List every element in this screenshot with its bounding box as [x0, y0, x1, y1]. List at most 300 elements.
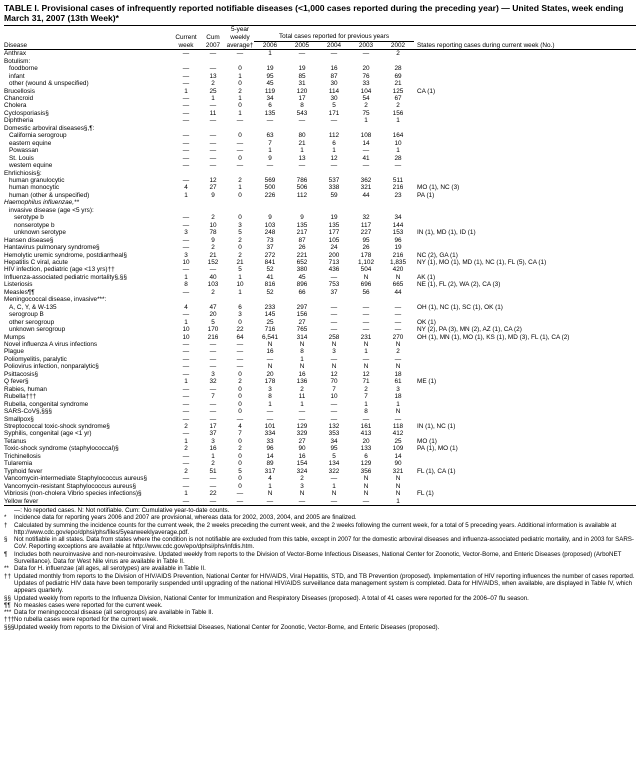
states-cell: NY (2), PA (3), MN (2), AZ (1), CA (2)	[417, 326, 522, 334]
cum-cell: —	[209, 117, 217, 125]
cum-cell: —	[209, 65, 217, 73]
states-cell: OH (1), MN (1), MO (1), KS (1), MD (3), FL (1), CA (2)	[417, 333, 570, 341]
disease-name-cell: serotype b	[14, 214, 44, 222]
avg-cell: 1	[238, 273, 242, 281]
year-2005-cell: 31	[298, 80, 306, 88]
year-2005-cell: 2	[300, 475, 304, 483]
states-cell	[414, 430, 636, 437]
year-2002-cell: 2	[396, 348, 400, 356]
year-2006-cell	[254, 125, 286, 132]
avg-cell: 2	[238, 251, 242, 259]
avg-cell: —	[236, 139, 244, 147]
year-2002-cell: 25	[394, 437, 402, 445]
year-2006-cell: 1	[268, 482, 272, 490]
year-2002-cell	[382, 199, 414, 206]
year-2006-cell: 101	[264, 422, 276, 430]
year-2002-cell: 270	[392, 333, 404, 341]
table-row	[4, 177, 636, 184]
avg-cell: 21	[236, 259, 244, 266]
disease-name-cell: human monocytic	[9, 184, 60, 192]
current-week-cell	[172, 296, 200, 303]
year-2005-cell: 380	[296, 266, 308, 274]
year-2002-cell: —	[394, 355, 402, 363]
states-cell	[414, 199, 636, 206]
current-week-cell: 2	[184, 445, 188, 453]
year-2004-cell: 713	[328, 259, 340, 266]
footnote-text: Includes both neuroinvasive and non-neuroinvasive. Updated weekly from reports to the Division of Vector-Borne Infectious Diseases, National Center for Zoonotic, Vector-Borne, and Enteric Diseases (proposed) (ArboNET Surveillance). Data for West Nile virus are available in Table II.	[14, 550, 622, 566]
year-2002-cell: 153	[392, 229, 404, 237]
table-row	[4, 147, 636, 154]
year-2003-cell: 95	[362, 236, 370, 244]
avg-header-3: average†	[226, 41, 254, 49]
table-row	[4, 460, 636, 467]
cum-cell: 10	[209, 221, 217, 229]
year-2002-cell: 412	[392, 430, 404, 438]
table-row	[4, 184, 636, 191]
current-week-cell: —	[182, 475, 190, 483]
year-2004-cell: 34	[330, 437, 338, 445]
current-week-cell: —	[182, 236, 190, 244]
year-2005-cell: 13	[298, 154, 306, 162]
disease-name-cell: Syphilis, congenital (age <1 yr)	[4, 430, 92, 438]
year-2005-cell: 87	[298, 236, 306, 244]
year-2006-cell: 569	[264, 177, 276, 185]
states-cell	[414, 155, 636, 162]
year-2002-cell: N	[395, 363, 401, 371]
current-week-cell	[172, 125, 200, 132]
year-2003-cell: 227	[360, 229, 372, 237]
year-2002-cell	[382, 125, 414, 132]
cum-cell: 17	[209, 422, 217, 430]
states-cell	[414, 453, 636, 460]
current-week-cell: 1	[184, 273, 188, 281]
year-2004-cell: 95	[330, 445, 338, 453]
year-2006-cell: 841	[264, 259, 276, 266]
cum-cell: 2	[211, 288, 215, 296]
current-week-cell: —	[182, 72, 190, 80]
year-2002-cell: 44	[394, 288, 402, 296]
table-row	[4, 490, 636, 497]
year-2005-cell: 9	[300, 214, 304, 222]
footnote-text: No rubella cases were reported for the current week.	[14, 616, 159, 624]
current-week-cell: 1	[184, 437, 188, 445]
states-cell	[414, 266, 636, 273]
avg-cell: 0	[238, 318, 242, 326]
cum-cell	[200, 125, 226, 132]
cum-cell: —	[209, 139, 217, 147]
current-week-cell	[172, 199, 200, 206]
year-2006-cell: 1	[268, 400, 272, 408]
year-2004-cell: 114	[328, 87, 340, 95]
footnote-text: Data for H. influenzae (all ages, all serotypes) are available in Table II.	[14, 565, 206, 573]
year-2002-cell: —	[394, 415, 402, 423]
current-week-cell: —	[182, 393, 190, 401]
table-row	[4, 222, 636, 229]
year-2005-cell: 297	[296, 303, 308, 311]
year-2005-cell: 506	[296, 184, 308, 192]
year-2005-cell: 80	[298, 132, 306, 140]
avg-cell: 0	[238, 191, 242, 199]
footnote-text: No measles cases were reported for the current week.	[14, 601, 163, 609]
table-row	[4, 430, 636, 437]
year-2003-cell: 117	[360, 221, 372, 229]
year-2003-cell	[350, 58, 382, 65]
year-2002-cell: 90	[394, 460, 402, 468]
year-2006-cell: 8	[268, 393, 272, 401]
year-2006-cell: 73	[266, 236, 274, 244]
year-2006-cell	[254, 199, 286, 206]
year-2003-cell: N	[363, 482, 369, 490]
states-cell	[414, 393, 636, 400]
year-2003-cell: 133	[360, 445, 372, 453]
year-2005-cell: 27	[298, 318, 306, 326]
states-cell	[414, 73, 636, 80]
current-week-cell: 10	[182, 259, 190, 266]
states-cell: ME (1)	[417, 378, 437, 386]
year-2003-cell: —	[362, 311, 370, 319]
year-2002-cell: 125	[392, 87, 404, 95]
cum-cell: 47	[209, 303, 217, 311]
footnote-text: Updated monthly from reports to the Division of HIV/AIDS Prevention, National Center for HIV/AIDS, Viral Hepatitis, STD, and TB Prevention (proposed). Implementation of HIV reporting influences the number of cases reported. Updates of pediatric HIV data have been temporarily suspended until upgrading of the national HIV/AIDS surveillance data management system is completed. Data for HIV/AIDS, when available, are displayed in Table IV, which appears quarterly.	[14, 572, 635, 595]
disease-name-cell: Hantavirus pulmonary syndrome§	[4, 244, 100, 252]
year-2006-cell: N	[267, 363, 273, 371]
year-2004-cell: 12	[330, 370, 338, 378]
disease-name-cell: Vancomycin-intermediate Staphylococcus aureus§	[4, 475, 148, 483]
year-2006-cell: —	[254, 498, 286, 506]
year-2004-cell: 30	[330, 95, 338, 103]
disease-name-cell: Rubella†††	[4, 393, 37, 401]
table-row	[4, 498, 636, 506]
year-2002-header: 2002	[390, 41, 406, 49]
footnote-symbol: *	[4, 514, 7, 522]
avg-cell: 0	[238, 385, 242, 393]
year-2002-cell: 1	[396, 400, 400, 408]
year-2003-cell: 413	[360, 430, 372, 438]
cum-cell: 20	[209, 311, 217, 319]
disease-name-cell: Q fever§	[4, 378, 29, 386]
year-2004-cell: 200	[328, 251, 340, 259]
current-week-cell: —	[182, 162, 190, 170]
avg-cell: 0	[238, 214, 242, 222]
table-row	[4, 237, 636, 244]
year-2002-cell: 216	[392, 184, 404, 192]
states-cell: IN (1), MD (1), ID (1)	[417, 229, 476, 237]
cum-cell: 152	[207, 259, 219, 266]
year-2002-cell: 216	[392, 251, 404, 259]
table-row	[4, 259, 636, 266]
table-row	[4, 58, 636, 65]
cum-cell: 51	[209, 467, 217, 475]
avg-cell: 22	[236, 326, 244, 334]
table-row	[4, 475, 636, 482]
year-2006-cell: 6,541	[262, 333, 278, 341]
year-2006-cell: 14	[266, 452, 274, 460]
disease-name-cell: Poliomyelitis, paralytic	[4, 355, 67, 363]
year-2003-cell: N	[363, 475, 369, 483]
year-2003-cell: —	[362, 355, 370, 363]
table-row	[4, 319, 636, 326]
table-row	[4, 416, 636, 423]
current-week-cell: 1	[184, 87, 188, 95]
year-2002-cell: 2	[396, 50, 400, 58]
footnote-text: Data for meningococcal disease (all serogroups) are available in Table II.	[14, 609, 214, 617]
cum-cell: —	[209, 475, 217, 483]
year-2005-cell: 324	[296, 467, 308, 475]
states-cell	[414, 460, 636, 467]
year-2006-cell: 9	[268, 154, 272, 162]
disease-name-cell: eastern equine	[9, 139, 52, 147]
year-2006-cell: 178	[264, 378, 276, 386]
year-2005-cell: 8	[300, 348, 304, 356]
table-row	[4, 102, 636, 109]
year-2003-cell: 56	[362, 288, 370, 296]
table-row	[4, 408, 636, 415]
table-row	[4, 65, 636, 72]
table-row	[4, 371, 636, 378]
disease-name-cell: Poliovirus infection, nonparalytic§	[4, 363, 99, 371]
year-2005-cell: 16	[298, 452, 306, 460]
current-week-cell: 10	[182, 326, 190, 334]
disease-name-cell: western equine	[9, 162, 53, 170]
year-2002-cell: 34	[394, 214, 402, 222]
footnote-symbol: ***	[4, 609, 12, 617]
current-week-cell: —	[182, 50, 190, 58]
year-2006-cell: 9	[268, 214, 272, 222]
year-2003-cell: —	[362, 162, 370, 170]
year-2005-cell: N	[299, 363, 305, 371]
year-2006-cell: 45	[266, 80, 274, 88]
year-2003-cell: 129	[360, 460, 372, 468]
year-2003-cell: 1	[364, 348, 368, 356]
disease-name-cell: St. Louis	[9, 154, 34, 162]
year-2002-cell: 156	[392, 109, 404, 117]
states-cell	[414, 416, 636, 423]
disease-name-cell: Measles¶¶	[4, 288, 35, 296]
avg-cell: 10	[236, 281, 244, 289]
year-2002-cell: 665	[392, 281, 404, 289]
year-2004-cell: 7	[332, 385, 336, 393]
year-2006-header: 2006	[262, 41, 278, 49]
current-week-cell: 2	[184, 422, 188, 430]
year-2003-cell: 2	[364, 102, 368, 110]
year-2005-cell: 19	[298, 65, 306, 73]
footnote	[4, 624, 636, 631]
year-2002-cell: —	[394, 318, 402, 326]
year-2004-cell	[318, 199, 350, 206]
current-week-cell: —	[182, 370, 190, 378]
states-cell	[414, 132, 636, 139]
disease-name-cell: Typhoid fever	[4, 467, 43, 475]
year-2002-cell: N	[395, 273, 401, 281]
states-cell	[414, 341, 636, 348]
year-2002-cell: 109	[392, 445, 404, 453]
year-2005-cell: 8	[300, 102, 304, 110]
cum-cell: 16	[209, 445, 217, 453]
year-2004-cell: 132	[328, 422, 340, 430]
states-cell	[414, 207, 636, 214]
year-2002-cell: 61	[394, 378, 402, 386]
year-2005-cell: —	[298, 117, 306, 125]
table-row	[4, 244, 636, 251]
footnote-text: Updated weekly from reports to the Division of Viral and Rickettsial Diseases, National Center for Zoonotic, Vector-Borne, and Enteric Diseases (proposed).	[14, 623, 440, 631]
current-week-cell: —	[182, 408, 190, 416]
year-2005-cell	[286, 296, 318, 303]
year-2004-cell: 70	[330, 378, 338, 386]
year-2005-cell: 112	[296, 191, 308, 199]
avg-cell	[226, 296, 254, 303]
current-week-cell: —	[182, 147, 190, 155]
states-cell: NY (1), MO (1), MD (1), NC (1), FL (5), CA (1)	[417, 259, 547, 266]
year-2006-cell: 272	[264, 251, 276, 259]
states-cell	[414, 65, 636, 72]
year-2004-cell: —	[330, 475, 338, 483]
footnote	[4, 522, 636, 537]
states-cell	[414, 475, 636, 482]
states-cell	[414, 348, 636, 355]
table-row	[4, 423, 636, 430]
cum-header-1: Cum	[206, 33, 220, 41]
footnote-symbol: ¶¶	[4, 601, 11, 609]
current-week-cell: —	[182, 109, 190, 117]
cum-cell: 32	[209, 378, 217, 386]
year-2006-cell: 19	[266, 65, 274, 73]
cum-cell: —	[200, 498, 226, 506]
avg-cell	[226, 58, 254, 65]
footnote-text: Incidence data for reporting years 2006 and 2007 are provisional, whereas data for 2002, 2003, 2004, and 2005 are finalized.	[14, 514, 357, 522]
disease-name-cell: other (wound & unspecified)	[9, 80, 89, 88]
cum-cell	[200, 58, 226, 65]
year-2005-cell: —	[286, 498, 318, 506]
table-row	[4, 170, 636, 177]
current-week-cell: —	[182, 385, 190, 393]
year-2004-cell: 12	[330, 154, 338, 162]
disease-name-cell: Influenza-associated pediatric mortality§,§§	[4, 273, 127, 281]
states-cell	[414, 50, 636, 58]
year-2006-cell	[254, 58, 286, 65]
table-row	[4, 401, 636, 408]
year-2005-cell: 66	[298, 288, 306, 296]
cum-cell: —	[209, 348, 217, 356]
states-cell	[414, 498, 636, 506]
year-2006-cell: 16	[266, 348, 274, 356]
year-2003-cell: 231	[360, 333, 372, 341]
year-2002-cell: 144	[392, 221, 404, 229]
year-2004-cell: 177	[328, 229, 340, 237]
year-2003-cell: 44	[362, 191, 370, 199]
year-2006-cell: 33	[266, 437, 274, 445]
current-week-cell: —	[182, 348, 190, 356]
year-2004-cell: —	[318, 498, 350, 506]
disease-name-cell: Cholera	[4, 102, 27, 110]
table-row	[4, 140, 636, 147]
disease-name-cell: Chancroid	[4, 95, 34, 103]
year-2004-cell	[318, 296, 350, 303]
year-2003-cell	[350, 125, 382, 132]
year-2002-cell: 118	[392, 422, 404, 430]
disease-name-cell: Haemophilus influenzae,**	[4, 199, 79, 207]
cum-cell	[200, 170, 226, 177]
year-2005-cell: 136	[296, 378, 308, 386]
year-2003-cell: 504	[360, 266, 372, 274]
year-2005-cell	[286, 199, 318, 206]
current-week-cell: 3	[184, 229, 188, 237]
avg-cell	[226, 125, 254, 132]
footnote	[4, 602, 636, 609]
year-2005-cell: 26	[298, 244, 306, 252]
year-2003-cell	[350, 207, 382, 214]
avg-cell: 1	[238, 288, 242, 296]
year-2005-cell: 1	[300, 147, 304, 155]
disease-name-cell: A, C, Y, & W-135	[9, 303, 57, 311]
table-row	[4, 110, 636, 117]
avg-cell: 2	[238, 236, 242, 244]
table-row	[4, 192, 636, 199]
states-cell: PA (1)	[417, 191, 435, 199]
footnote	[4, 565, 636, 572]
cum-cell: 103	[207, 281, 219, 289]
year-2004-cell: —	[330, 162, 338, 170]
cum-cell: —	[209, 154, 217, 162]
disease-name-cell: nonserotype b	[14, 221, 55, 229]
year-2005-cell	[286, 170, 318, 177]
year-2003-cell: 12	[362, 370, 370, 378]
current-week-cell: 4	[184, 184, 188, 192]
year-2003-cell: 32	[362, 214, 370, 222]
year-2002-cell: —	[394, 311, 402, 319]
table-row	[4, 199, 636, 206]
states-cell	[414, 147, 636, 154]
table-row	[4, 326, 636, 333]
table-body	[4, 50, 636, 506]
current-week-cell: —	[182, 214, 190, 222]
avg-cell: 5	[238, 467, 242, 475]
year-2003-cell: 321	[360, 184, 372, 192]
year-2006-cell: 1	[268, 50, 272, 58]
disease-name-cell: other serogroup	[9, 318, 55, 326]
table-row	[4, 50, 636, 58]
avg-cell	[226, 199, 254, 206]
current-week-cell: 8	[184, 281, 188, 289]
year-2005-cell: 3	[300, 482, 304, 490]
year-2006-cell: 4	[268, 475, 272, 483]
year-2002-cell: 420	[392, 266, 404, 274]
table-row	[4, 207, 636, 214]
current-week-header-2: week	[178, 41, 194, 49]
footnote-symbol: †	[4, 521, 8, 529]
year-2006-cell: 226	[264, 191, 276, 199]
year-2002-cell: 511	[392, 177, 404, 185]
disease-name-cell: Tularemia	[4, 460, 33, 468]
avg-cell: —	[236, 355, 244, 363]
year-2002-cell	[382, 296, 414, 303]
cum-cell: 40	[209, 273, 217, 281]
table-row	[4, 386, 636, 393]
year-2006-cell: 317	[264, 467, 276, 475]
current-week-cell	[172, 58, 200, 65]
current-week-cell: —	[182, 139, 190, 147]
cum-cell: —	[209, 482, 217, 490]
states-cell	[414, 102, 636, 109]
footnote-symbol: ††	[4, 572, 11, 580]
states-cell	[414, 386, 636, 393]
current-week-cell: —	[182, 452, 190, 460]
footnote	[4, 536, 636, 551]
year-2006-cell: —	[266, 355, 274, 363]
year-2006-cell: 334	[264, 430, 276, 438]
disease-name-cell: Diphtheria	[4, 117, 34, 125]
footnote-symbol: **	[4, 565, 9, 573]
year-2003-cell: N	[363, 340, 369, 348]
